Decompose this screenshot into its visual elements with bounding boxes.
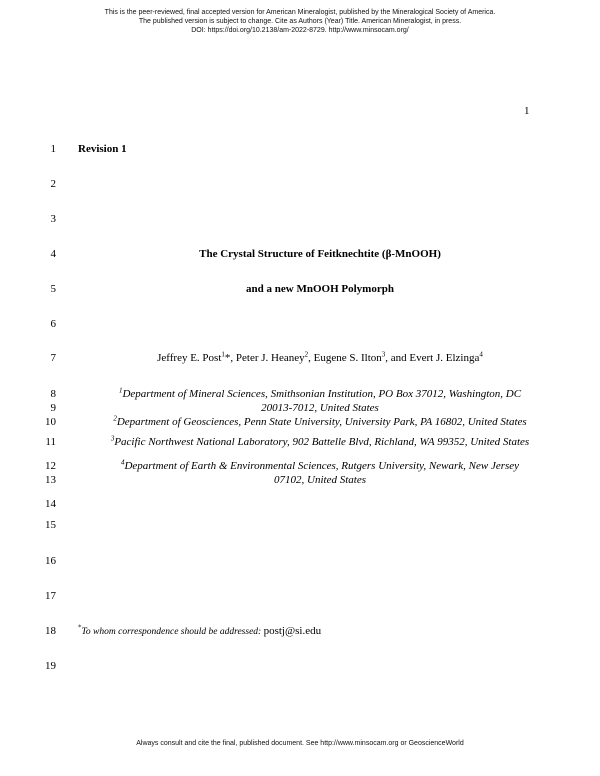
line-number: 12 <box>45 460 56 472</box>
author-name: Evert J. Elzinga <box>409 352 480 364</box>
page-footer: Always consult and cite the final, published document. See http://www.minsocam.org or GeoscienceWorld <box>136 740 464 747</box>
affiliation-text: Department of Mineral Sciences, Smithsonian Institution, PO Box 37012, Washington, DC <box>122 388 522 400</box>
affiliation-2 <box>60 416 580 429</box>
line-number: 10 <box>45 416 56 428</box>
line-number: 2 <box>50 178 56 190</box>
line-number: 4 <box>50 248 56 260</box>
affiliation-1-line-2: 20013-7012, United States <box>261 402 379 414</box>
affiliation-text: Department of Earth & Environmental Sciences, Rutgers University, Newark, New Jersey <box>124 460 520 472</box>
affiliation-superscript: 2 <box>113 414 117 423</box>
author-separator: , and <box>385 352 410 364</box>
affiliation-superscript: 1 <box>221 350 225 359</box>
revision-label: Revision 1 <box>78 143 127 155</box>
paper-title-line-1: The Crystal Structure of Feitknechtite (β-MnOOH) <box>199 248 441 260</box>
line-number: 9 <box>50 402 56 414</box>
correspondence-label: To whom correspondence should be addressed: <box>81 627 264 637</box>
line-number: 14 <box>45 498 56 510</box>
line-number: 17 <box>45 590 56 602</box>
line-number: 16 <box>45 555 56 567</box>
journal-header-line-2: The published version is subject to change. Cite as Authors (Year) Title. American Mineralogist, in press. <box>138 18 462 25</box>
affiliation-text: Pacific Northwest National Laboratory, 902 Battelle Blvd, Richland, WA 99352, United States <box>114 436 530 448</box>
paper-title-line-2: and a new MnOOH Polymorph <box>246 283 394 295</box>
line-number: 15 <box>45 519 56 531</box>
affiliation-superscript: 3 <box>381 350 386 359</box>
correspondence-email[interactable]: postj@si.edu <box>263 625 322 637</box>
author-list <box>60 352 580 365</box>
line-number: 11 <box>45 436 56 448</box>
affiliation-text: Department of Geosciences, Penn State University, University Park, PA 16802, United States <box>116 416 527 428</box>
corresponding-mark: * <box>224 352 231 364</box>
correspondence-note <box>78 625 321 639</box>
line-number: 7 <box>50 352 56 364</box>
page-number: 1 <box>524 105 530 117</box>
author-name: Eugene S. Ilton <box>313 352 382 364</box>
affiliation-1-line-1 <box>60 388 580 401</box>
affiliation-superscript: 1 <box>118 386 123 395</box>
affiliation-4-line-1 <box>60 460 580 473</box>
line-number: 18 <box>45 625 56 637</box>
affiliation-4-line-2: 07102, United States <box>274 474 366 486</box>
author-separator: , <box>308 352 314 364</box>
author-separator: , <box>230 352 236 364</box>
line-number: 19 <box>45 660 56 672</box>
line-number: 1 <box>50 143 56 155</box>
line-number: 6 <box>50 318 56 330</box>
journal-header-line-1: This is the peer-reviewed, final accepted version for American Mineralogist, published by the Mineralogical Society of America. <box>104 9 496 16</box>
line-number: 13 <box>45 474 56 486</box>
author-name: Peter J. Heaney <box>235 352 305 364</box>
corresponding-mark: * <box>78 623 82 632</box>
line-number: 3 <box>50 213 56 225</box>
affiliation-3 <box>60 436 580 449</box>
journal-header-doi: DOI: https://doi.org/10.2138/am-2022-8729. http://www.minsocam.org/ <box>191 27 409 34</box>
line-number: 8 <box>50 388 56 400</box>
line-number: 5 <box>50 283 56 295</box>
author-name: Jeffrey E. Post <box>157 352 222 364</box>
affiliation-superscript: 2 <box>304 350 309 359</box>
affiliation-superscript: 4 <box>120 458 125 467</box>
affiliation-superscript: 4 <box>479 350 483 359</box>
affiliation-superscript: 3 <box>110 434 115 443</box>
